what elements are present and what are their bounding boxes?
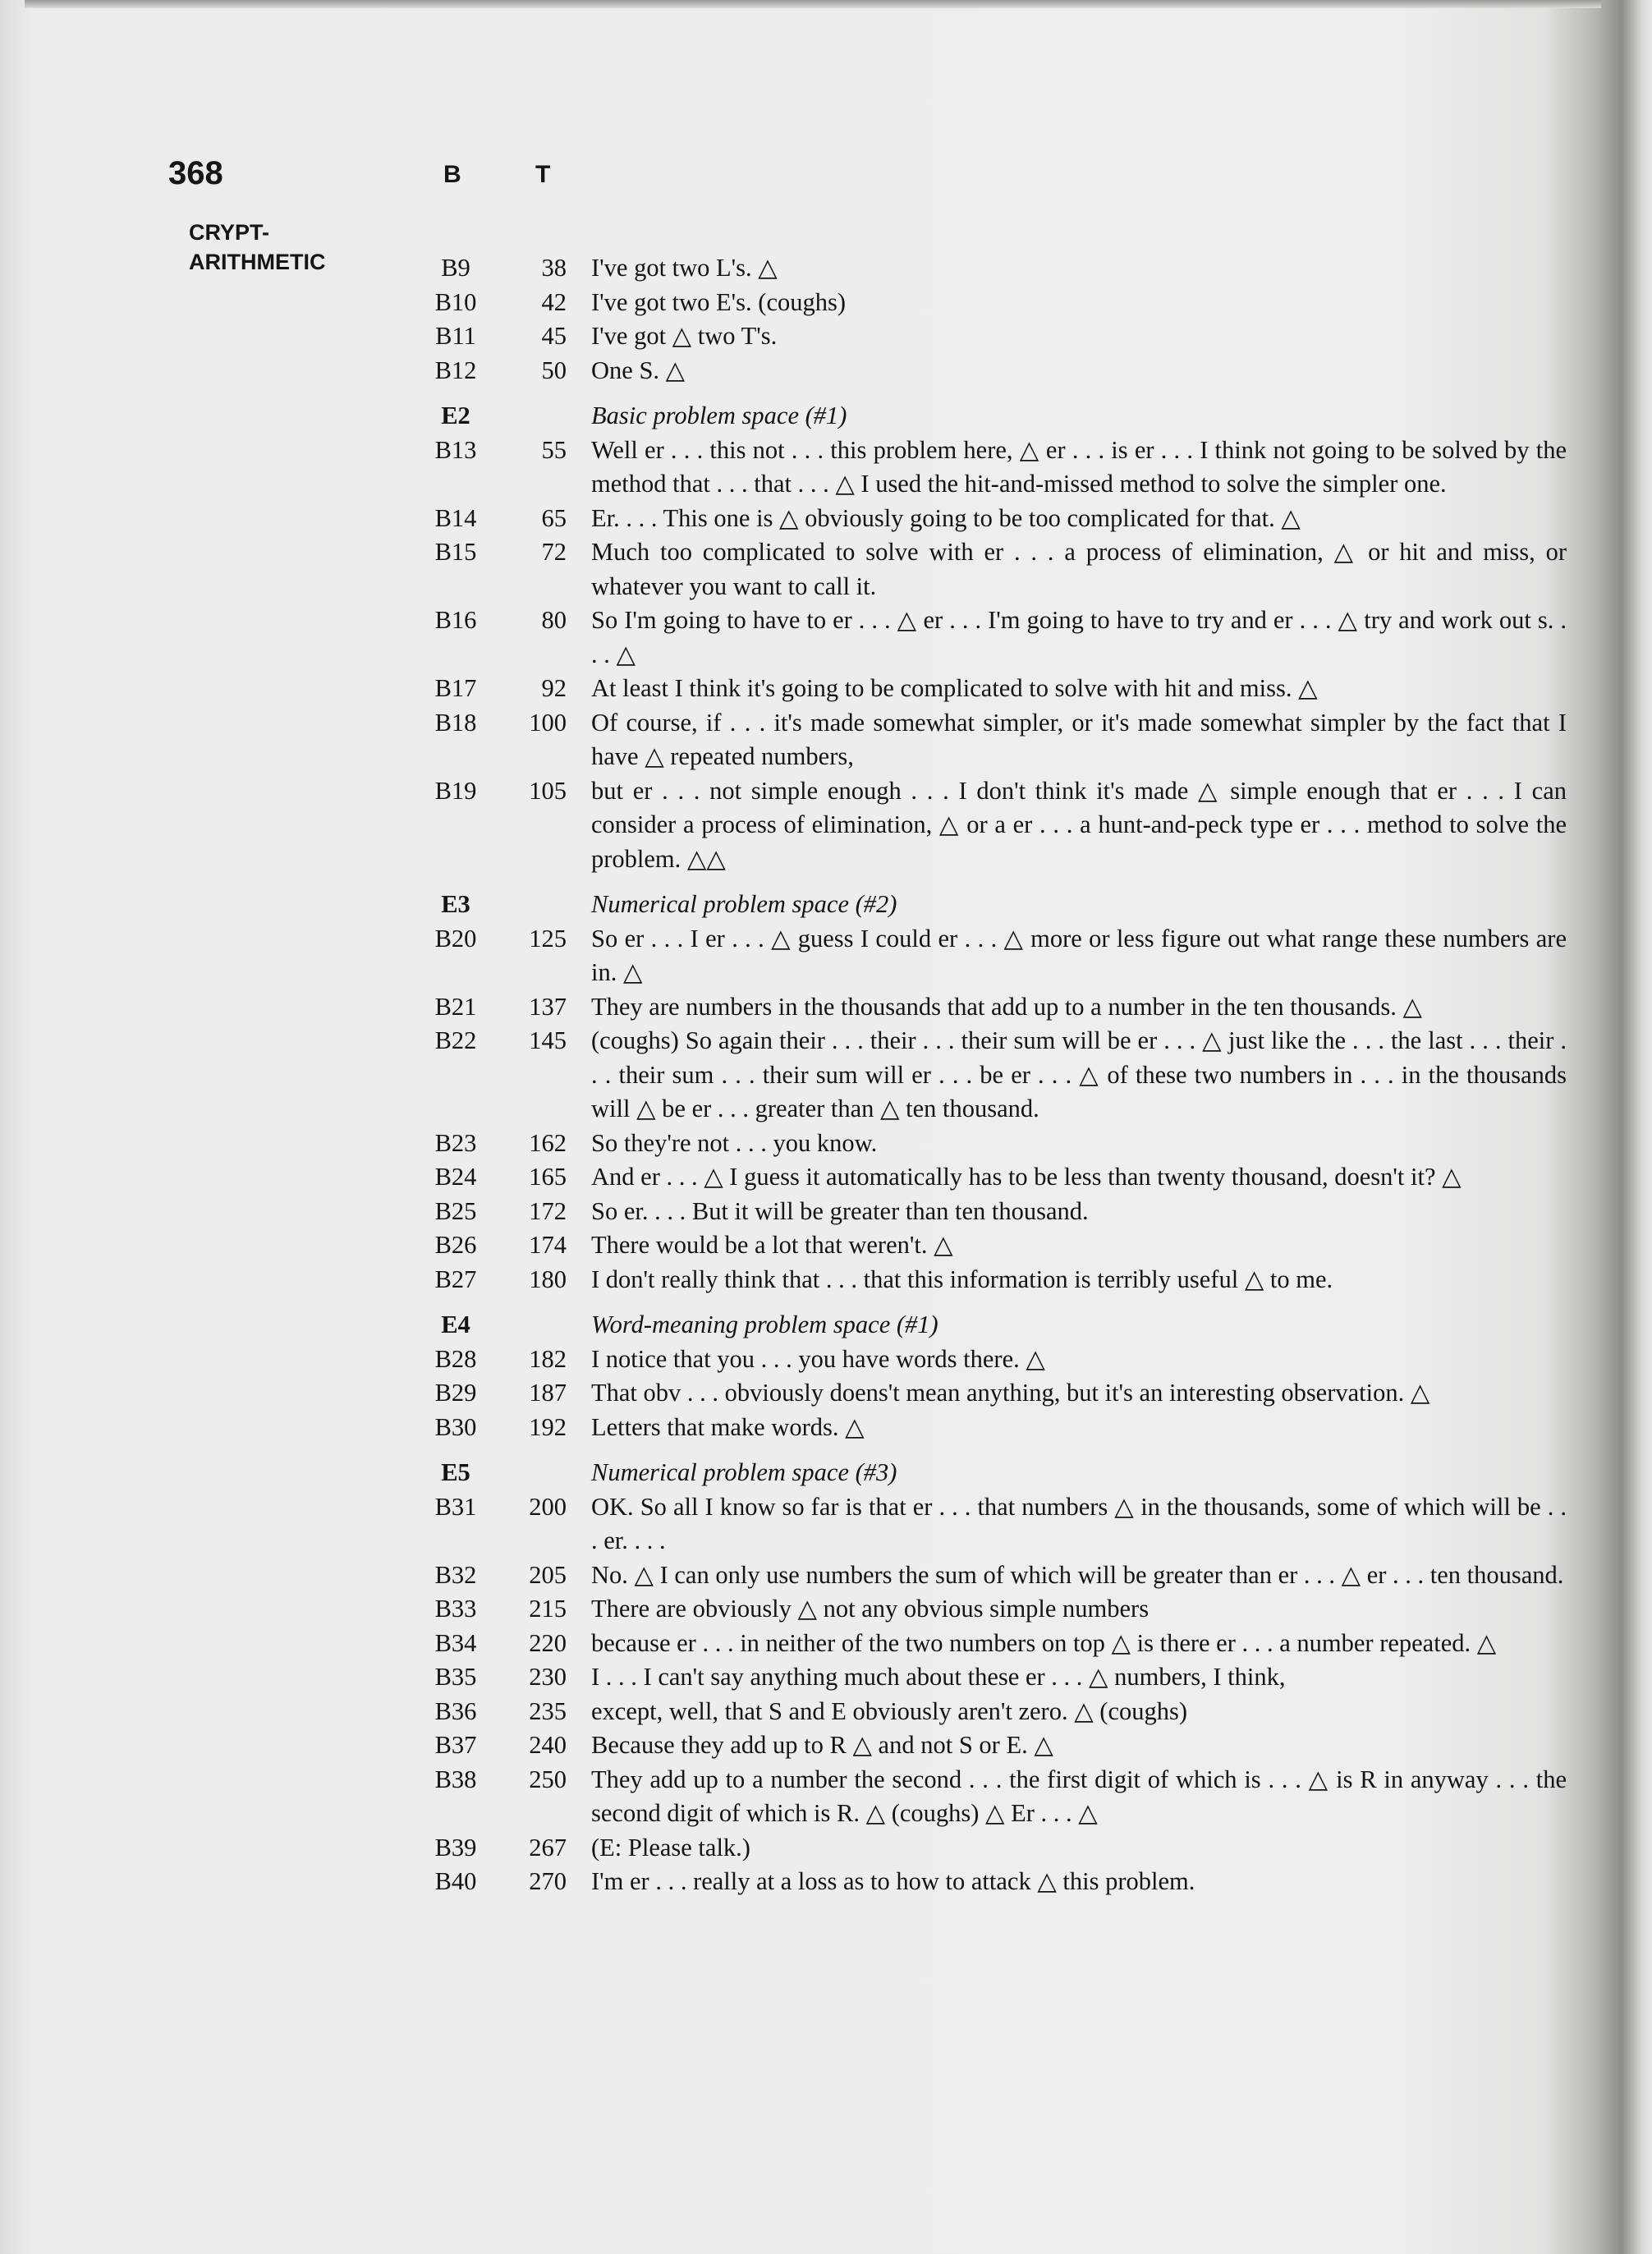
utterance-text: Of course, if . . . it's made somewhat simpler, or it's made somewhat simpler by the fact that I have △ repeated numbers, — [591, 708, 1567, 770]
behavior-code: B9 — [441, 254, 470, 282]
time-seconds: 205 — [529, 1560, 567, 1589]
protocol-row — [411, 319, 1593, 354]
behavior-code: B39 — [434, 1833, 477, 1862]
protocol-row — [411, 706, 1593, 774]
protocol-row — [411, 1660, 1593, 1695]
utterance-text: I've got two E's. (coughs) — [591, 287, 847, 316]
protocol-row — [411, 1865, 1593, 1899]
behavior-code: B15 — [434, 538, 477, 566]
time-seconds: 267 — [529, 1833, 567, 1862]
utterance-text: That obv . . . obviously doens't mean anything, but it's an interesting observation. △ — [591, 1379, 1430, 1407]
behavior-code: B28 — [434, 1344, 477, 1373]
utterance-text: They are numbers in the thousands that add up to a number in the ten thousands. △ — [591, 992, 1422, 1021]
behavior-code: B12 — [434, 356, 477, 384]
time-seconds: 200 — [529, 1492, 567, 1521]
protocol-row — [411, 1695, 1593, 1729]
protocol-row — [411, 1592, 1593, 1627]
time-seconds: 192 — [529, 1412, 567, 1441]
behavior-code: B23 — [434, 1128, 477, 1157]
behavior-code: B29 — [434, 1379, 477, 1407]
utterance-text: Letters that make words. △ — [591, 1412, 865, 1441]
protocol-row — [411, 1024, 1593, 1127]
episode-row — [411, 888, 1593, 922]
time-seconds — [501, 1456, 591, 1490]
utterance-text: I've got △ two T's. — [591, 322, 778, 350]
protocol-row — [411, 1376, 1593, 1411]
section-title-line-1: CRYPT- — [189, 220, 270, 245]
time-seconds: 55 — [541, 435, 567, 464]
utterance-text: And er . . . △ I guess it automatically has to be less than twenty thousand, doesn't it? △ — [591, 1163, 1462, 1191]
time-seconds — [501, 888, 591, 922]
time-seconds: 270 — [529, 1867, 567, 1895]
time-seconds: 100 — [529, 708, 567, 737]
utterance-text: So I'm going to have to er . . . △ er . . . I'm going to have to try and er . . . △ try and work out s. . . . △ — [591, 606, 1567, 668]
time-seconds: 220 — [529, 1628, 567, 1657]
utterance-text: I've got two L's. △ — [591, 254, 778, 282]
episode-code: E5 — [441, 1458, 470, 1486]
behavior-code: B27 — [434, 1265, 477, 1293]
utterance-text: I notice that you . . . you have words there. △ — [591, 1344, 1045, 1373]
time-seconds: 240 — [529, 1731, 567, 1759]
utterance-text: At least I think it's going to be complicated to solve with hit and miss. △ — [591, 674, 1318, 702]
utterance-text: I'm er . . . really at a loss as to how to attack △ this problem. — [591, 1867, 1195, 1895]
protocol-row — [411, 990, 1593, 1025]
column-header-b: B — [443, 161, 461, 188]
time-seconds: 230 — [529, 1663, 567, 1691]
behavior-code: B32 — [434, 1560, 477, 1589]
utterance-text: So er. . . . But it will be greater than ten thousand. — [591, 1196, 1089, 1225]
behavior-code: B20 — [434, 924, 477, 953]
protocol-row — [411, 502, 1593, 536]
time-seconds: 80 — [541, 606, 567, 634]
protocol-row — [411, 1728, 1593, 1763]
episode-code: E4 — [441, 1311, 470, 1338]
behavior-code: B33 — [434, 1595, 477, 1623]
time-seconds: 105 — [529, 776, 567, 805]
protocol-row — [411, 354, 1593, 388]
time-seconds: 125 — [529, 924, 567, 953]
behavior-code: B40 — [434, 1867, 477, 1895]
problem-space-heading: Numerical problem space (#3) — [591, 1458, 897, 1486]
protocol-row — [411, 1411, 1593, 1445]
time-seconds: 215 — [529, 1595, 567, 1623]
behavior-code: B35 — [434, 1663, 477, 1691]
running-head-section-title — [189, 218, 325, 277]
utterance-text: Er. . . . This one is △ obviously going to be too complicated for that. △ — [591, 503, 1301, 532]
behavior-code: B18 — [434, 708, 477, 737]
time-seconds: 137 — [529, 992, 567, 1021]
utterance-text: (E: Please talk.) — [591, 1833, 750, 1862]
protocol-row — [411, 672, 1593, 706]
protocol-row — [411, 774, 1593, 877]
protocol-row — [411, 1490, 1593, 1559]
behavior-code: B30 — [434, 1412, 477, 1441]
time-seconds: 187 — [529, 1379, 567, 1407]
time-seconds: 50 — [541, 356, 567, 384]
behavior-code: B34 — [434, 1628, 477, 1657]
utterance-text: but er . . . not simple enough . . . I don't think it's made △ simple enough that er . . . I can consider a process of elimination, △ or a er . . . a hunt-and-peck type er . . . method to solve the problem. △△ — [591, 776, 1567, 873]
time-seconds: 72 — [541, 538, 567, 566]
time-seconds: 172 — [529, 1196, 567, 1225]
utterance-text: They add up to a number the second . . . the first digit of which is . . . △ is R in anyway . . . the second digit of which is R. △ (coughs) △ Er . . . △ — [591, 1765, 1567, 1827]
behavior-code: B13 — [434, 435, 477, 464]
time-seconds: 235 — [529, 1696, 567, 1725]
time-seconds: 65 — [541, 503, 567, 532]
time-seconds: 42 — [541, 287, 567, 316]
time-seconds: 174 — [529, 1231, 567, 1259]
time-seconds: 145 — [529, 1026, 567, 1054]
page-number: 368 — [168, 155, 223, 191]
utterance-text: No. △ I can only use numbers the sum of which will be greater than er . . . △ er . . . ten thousand. — [591, 1560, 1564, 1589]
time-seconds: 162 — [529, 1128, 567, 1157]
protocol-row — [411, 1343, 1593, 1377]
behavior-code: B17 — [434, 674, 477, 702]
column-header-t: T — [535, 161, 551, 188]
protocol-row — [411, 535, 1593, 604]
utterance-text: I don't really think that . . . that this information is terribly useful △ to me. — [591, 1265, 1333, 1293]
protocol-row — [411, 434, 1593, 502]
utterance-text: because er . . . in neither of the two numbers on top △ is there er . . . a number repeated. △ — [591, 1628, 1497, 1657]
behavior-code: B22 — [434, 1026, 477, 1054]
episode-code: E2 — [441, 402, 470, 429]
utterance-text: OK. So all I know so far is that er . . . that numbers △ in the thousands, some of which will be . . . er. . . . — [591, 1492, 1567, 1554]
utterance-text: except, well, that S and E obviously aren't zero. △ (coughs) — [591, 1696, 1188, 1725]
protocol-row — [411, 1263, 1593, 1297]
episode-code: E3 — [441, 890, 470, 918]
utterance-text: Well er . . . this not . . . this problem here, △ er . . . is er . . . I think not going to be solved by the method that . . . that . . . △ I used the hit-and-missed method to solve the simpler one. — [591, 435, 1567, 498]
behavior-code: B16 — [434, 606, 477, 634]
episode-row — [411, 399, 1593, 434]
utterance-text: There are obviously △ not any obvious simple numbers — [591, 1595, 1150, 1623]
utterance-text: (coughs) So again their . . . their . . . their sum will be er . . . △ just like the . . . the last . . . their . . . their sum . . . their sum will er . . . be er . . . △ of these two numbers in . . . in the thousands will △ be er . . . greater than △ ten thousand. — [591, 1026, 1567, 1122]
protocol-row — [411, 1160, 1593, 1195]
time-seconds: 165 — [529, 1163, 567, 1191]
utterance-text: I . . . I can't say anything much about these er . . . △ numbers, I think, — [591, 1663, 1286, 1691]
episode-row — [411, 1456, 1593, 1490]
behavior-code: B19 — [434, 776, 477, 805]
utterance-text: Much too complicated to solve with er . . . a process of elimination, △ or hit and miss, or whatever you want to call it. — [591, 538, 1567, 600]
time-seconds: 182 — [529, 1344, 567, 1373]
protocol-row — [411, 1127, 1593, 1161]
protocol-row — [411, 922, 1593, 990]
protocol-row — [411, 1627, 1593, 1661]
episode-row — [411, 1308, 1593, 1343]
protocol-row — [411, 1228, 1593, 1263]
behavior-code: B14 — [434, 503, 477, 532]
utterance-text: So they're not . . . you know. — [591, 1128, 878, 1157]
protocol-row — [411, 1559, 1593, 1593]
behavior-code: B36 — [434, 1696, 477, 1725]
behavior-code: B21 — [434, 992, 477, 1021]
protocol-row — [411, 1195, 1593, 1229]
utterance-text: Because they add up to R △ and not S or E. △ — [591, 1731, 1053, 1759]
behavior-code: B26 — [434, 1231, 477, 1259]
protocol-row — [411, 1831, 1593, 1866]
time-seconds: 180 — [529, 1265, 567, 1293]
page-top-edge — [25, 0, 1601, 8]
problem-space-heading: Numerical problem space (#2) — [591, 890, 897, 918]
utterance-text: There would be a lot that weren't. △ — [591, 1231, 953, 1259]
time-seconds — [501, 1308, 591, 1343]
section-title-line-2: ARITHMETIC — [189, 250, 326, 274]
protocol-transcript — [411, 251, 1593, 1899]
time-seconds: 92 — [541, 674, 567, 702]
behavior-code: B11 — [435, 322, 476, 350]
protocol-row — [411, 1763, 1593, 1831]
behavior-code: B10 — [434, 287, 477, 316]
protocol-row — [411, 286, 1593, 320]
utterance-text: One S. △ — [591, 356, 686, 384]
problem-space-heading: Word-meaning problem space (#1) — [591, 1311, 938, 1338]
protocol-row — [411, 251, 1593, 286]
time-seconds — [501, 399, 591, 434]
behavior-code: B31 — [434, 1492, 477, 1521]
utterance-text: So er . . . I er . . . △ guess I could er . . . △ more or less figure out what range these numbers are in. △ — [591, 924, 1567, 986]
behavior-code: B38 — [434, 1765, 477, 1793]
behavior-code: B25 — [434, 1196, 477, 1225]
time-seconds: 38 — [541, 254, 567, 282]
protocol-row — [411, 604, 1593, 672]
time-seconds: 250 — [529, 1765, 567, 1793]
time-seconds: 45 — [541, 322, 567, 350]
behavior-code: B37 — [434, 1731, 477, 1759]
problem-space-heading: Basic problem space (#1) — [591, 402, 847, 429]
behavior-code: B24 — [434, 1163, 477, 1191]
